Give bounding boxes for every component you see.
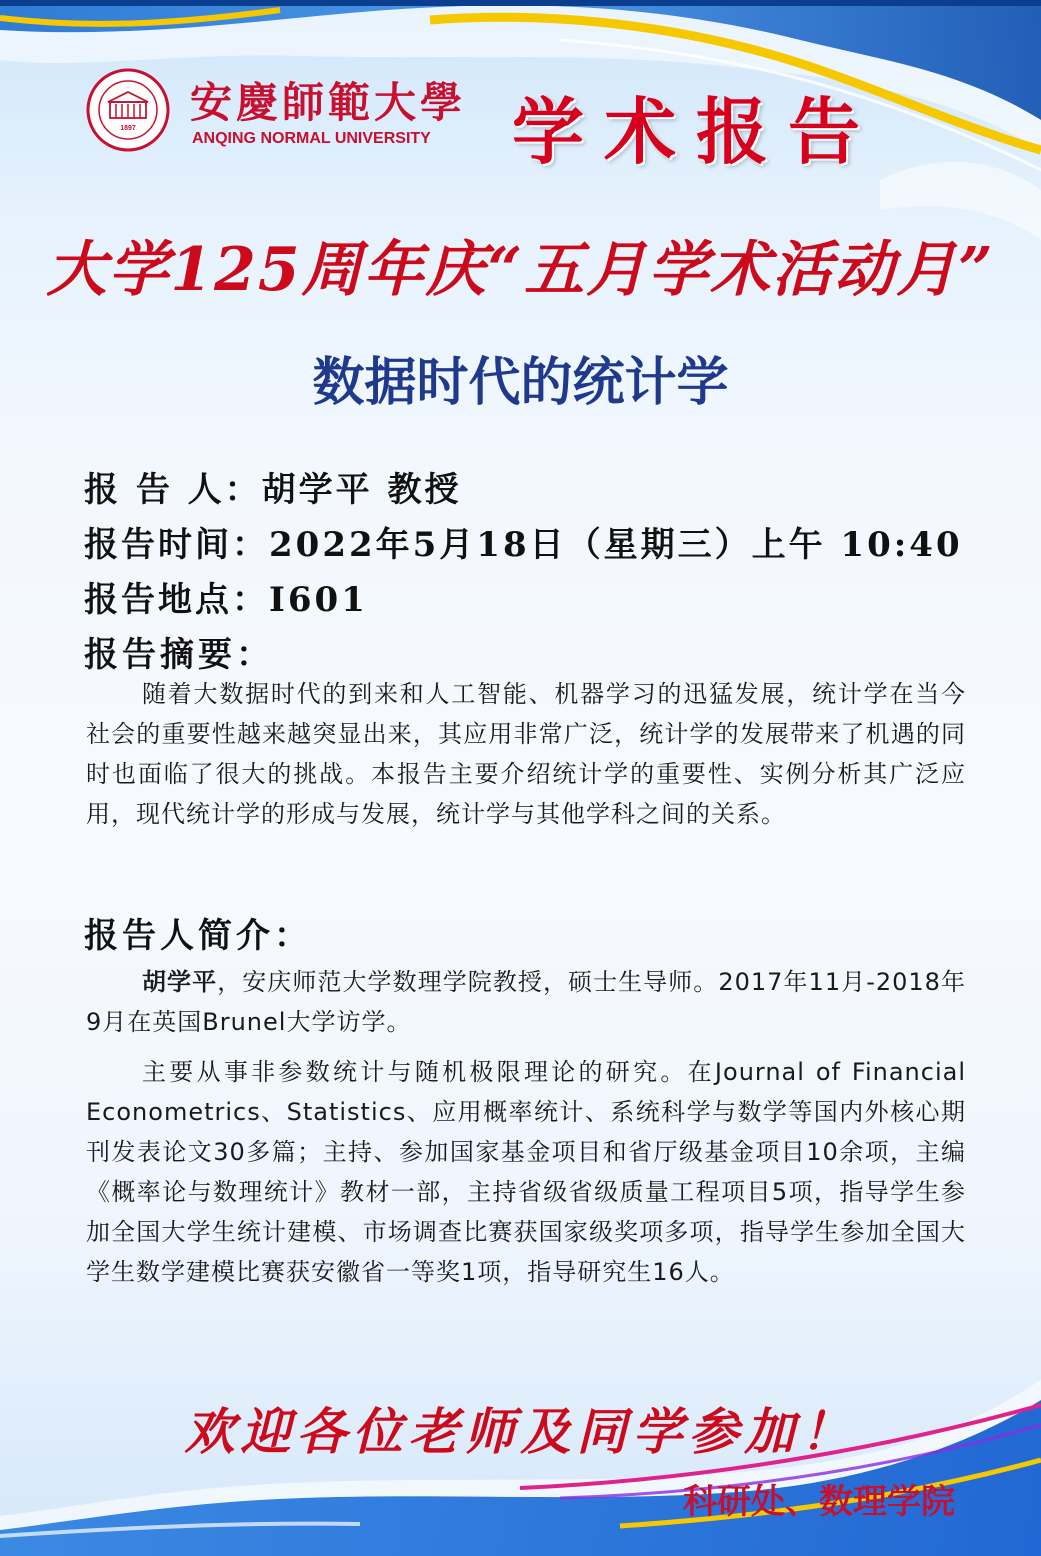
- talk-title: 数据时代的统计学: [312, 353, 729, 413]
- time-line: 报告时间：2022年5月18日（星期三）上午 10:40: [84, 525, 963, 565]
- logo-year: 1897: [120, 125, 136, 132]
- event-banner: 大学125周年庆“五月学术活动月”: [46, 235, 995, 305]
- university-seal-logo: [86, 68, 170, 152]
- bio-label: 报告人简介：: [84, 916, 312, 956]
- bio-paragraph-1: [86, 962, 966, 1042]
- university-name-en: ANQING NORMAL UNIVERSITY: [192, 130, 431, 147]
- abstract-text: 随着大数据时代的到来和人工智能、机器学习的迅猛发展，统计学在当今社会的重要性越来越突显出来，其应用非常广泛，统计学的发展带来了机遇的同时也面临了很大的挑战。本报告主要介绍统计学的重要性、实例分析其广泛应用，现代统计学的形成与发展，统计学与其他学科之间的关系。: [86, 680, 966, 828]
- header-title: 学术报告: [512, 90, 881, 174]
- abstract-label: 报告摘要：: [84, 635, 274, 675]
- location-line: 报告地点：I601: [84, 580, 368, 620]
- welcome-message: 欢迎各位老师及同学参加！: [184, 1402, 857, 1461]
- speaker-line: 报 告 人：胡学平 教授: [84, 470, 462, 510]
- organizer: 科研处、数理学院: [683, 1482, 955, 1522]
- bio-paragraph-1-text: ，安庆师范大学数理学院教授，硕士生导师。2017年11月-2018年9月在英国Brunel大学访学。: [86, 968, 967, 1036]
- bio-paragraph-2: 主要从事非参数统计与随机极限理论的研究。在Journal of Financial Econometrics、Statistics、应用概率统计、系统科学与数学等国内外核心期刊发表论文30多篇；主持、参加国家基金项目和省厅级基金项目10余项，主编《概率论与数理统计》教材一部，主持省级省级质量工程项目5项，指导学生参加全国大学生统计建模、市场调查比赛获国家级奖项多项，指导学生参加全国大学生数学建模比赛获安徽省一等奖1项，指导研究生16人。: [86, 1058, 966, 1286]
- speaker-name: 胡学平: [142, 968, 218, 996]
- university-name-cn: 安慶師範大學: [190, 78, 467, 127]
